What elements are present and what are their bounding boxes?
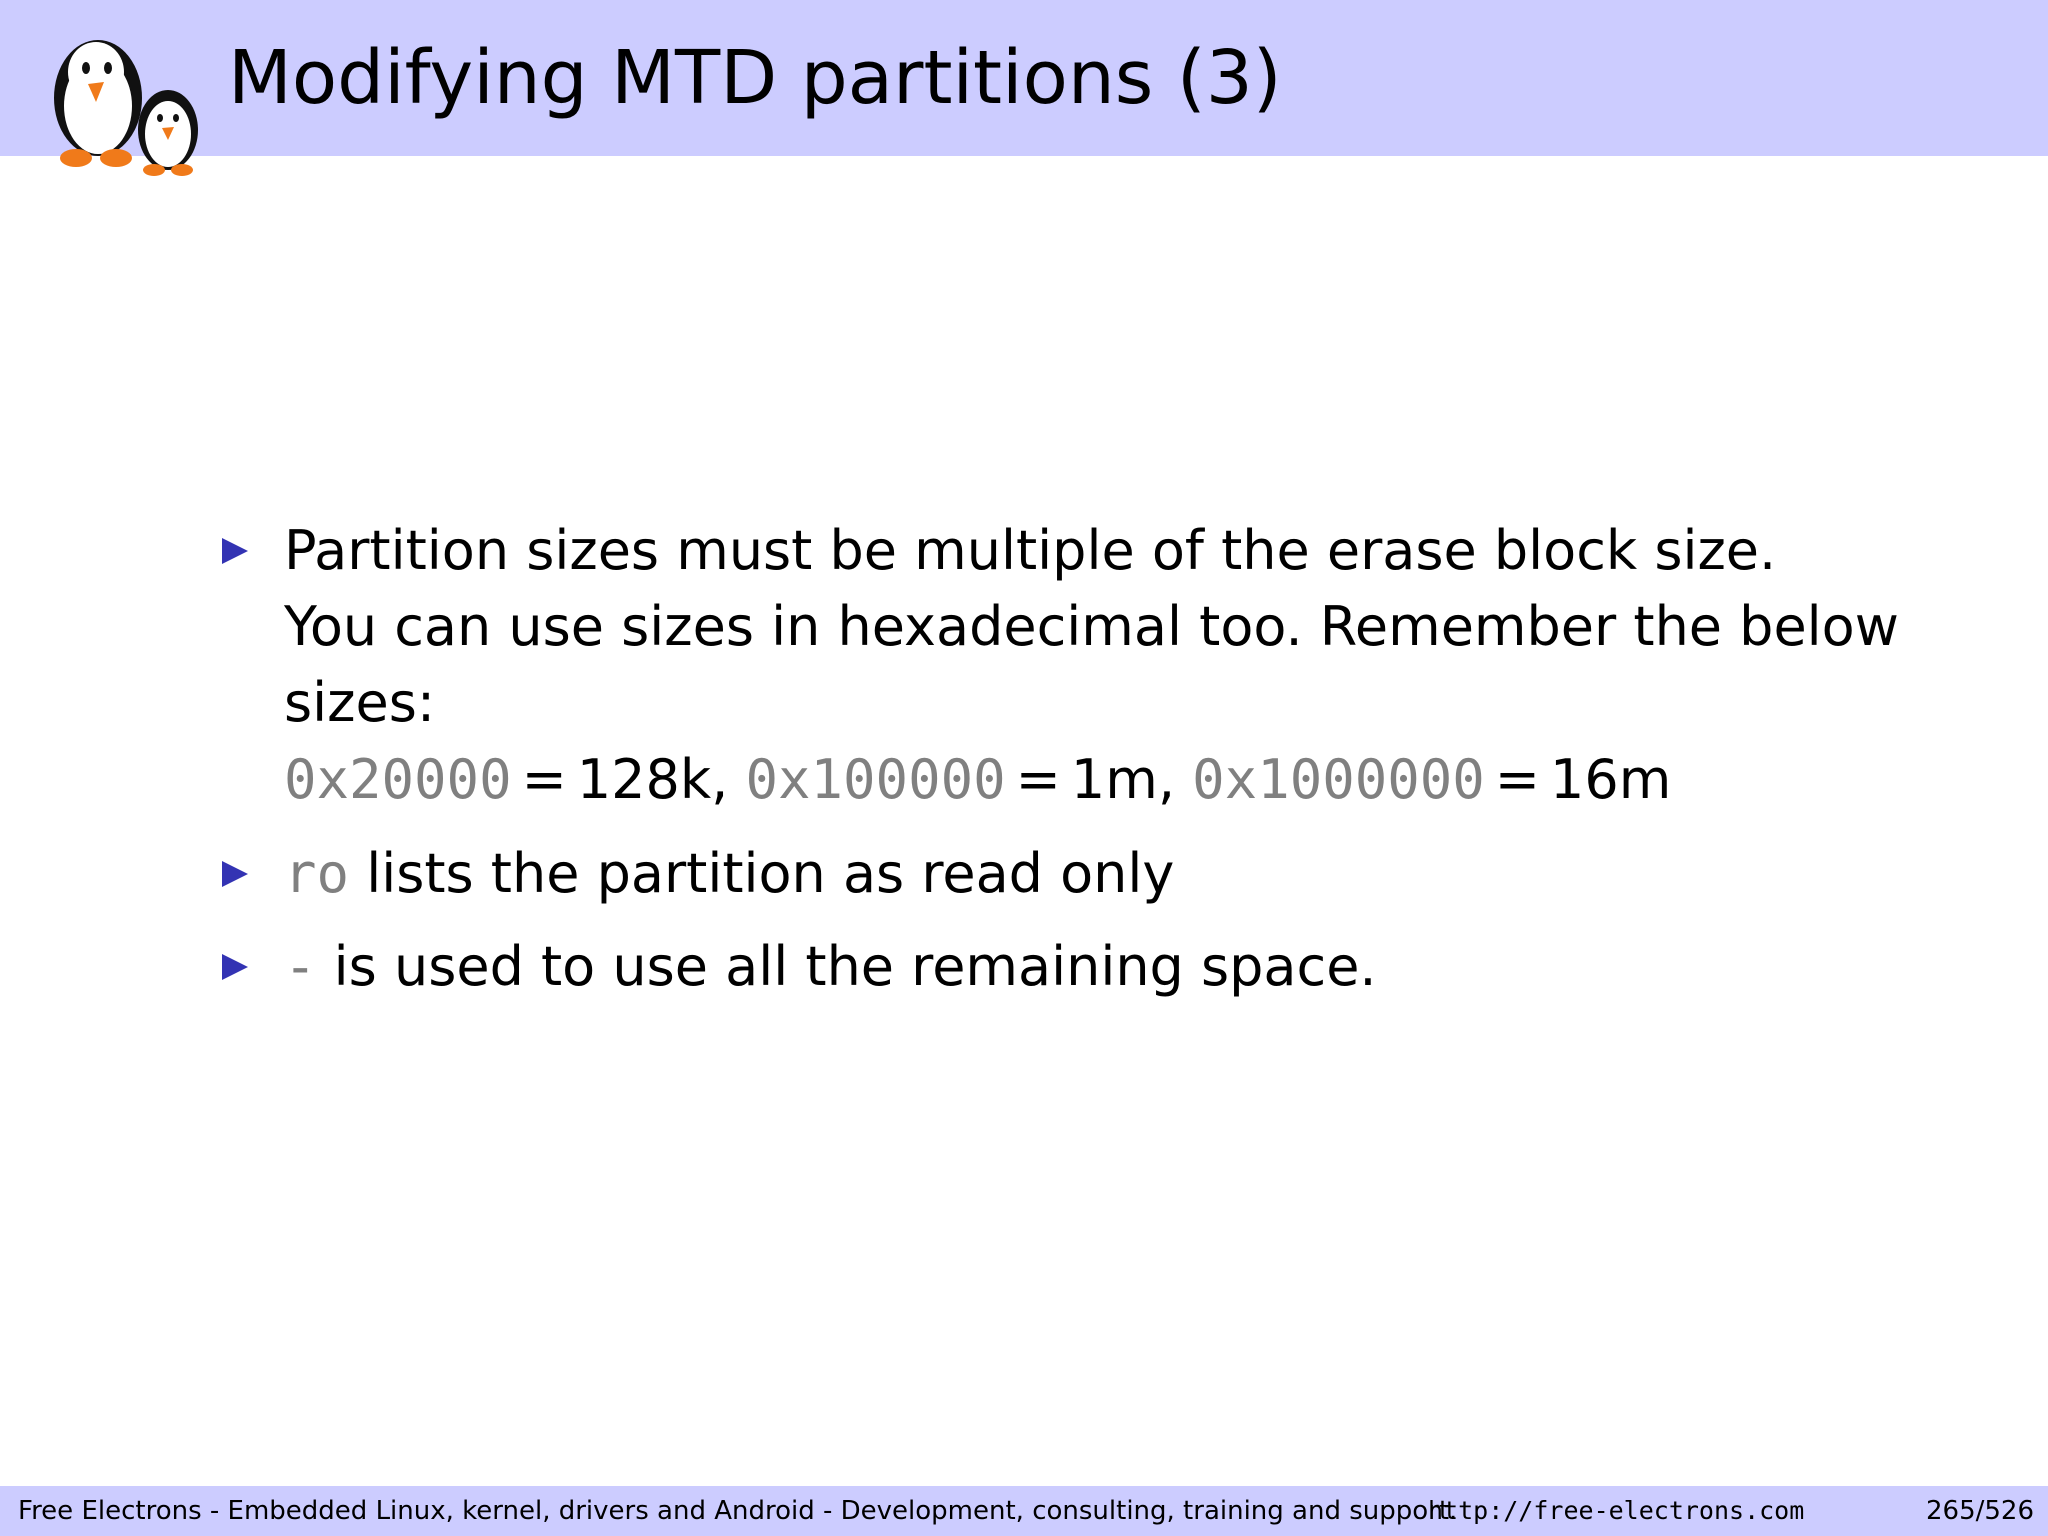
bullet-1-line-1: Partition sizes must be multiple of the erase block size. [284,519,1777,582]
bullet-1-line-3: sizes: [284,671,436,734]
separator: , [711,748,729,811]
hex-value: 0x1000000 [1192,748,1485,811]
bullet-arrow-icon [222,861,248,887]
page-number: 265/526 [1925,1496,2034,1526]
size-value: 1m [1070,748,1158,811]
bullet-2-text: lists the partition as read only [349,842,1175,905]
hex-size-examples [284,742,1671,818]
bullet-1-line-2: You can use sizes in hexadecimal too. Remember the below [284,595,1899,658]
bullet-arrow-icon [222,538,248,564]
code-ro: ro [284,842,350,905]
hex-value: 0x100000 [745,748,1006,811]
hex-value: 0x20000 [284,748,512,811]
bullet-2 [284,836,1174,912]
size-value: 128k [576,748,712,811]
code-dash: - [284,935,317,998]
equals-sign: = [521,748,567,811]
footer-text: Free Electrons - Embedded Linux, kernel, drivers and Android - Development, consulting, training and support. [18,1496,1458,1526]
equals-sign: = [1015,748,1061,811]
slide-title: Modifying MTD partitions (3) [228,35,1282,121]
separator: , [1157,748,1175,811]
bullet-3-text: is used to use all the remaining space. [316,935,1377,998]
footer-url[interactable]: http://free-electrons.com [1428,1496,1805,1525]
bullet-arrow-icon [222,954,248,980]
bullet-3 [284,929,1377,1005]
slide-footer [0,1486,2048,1536]
equals-sign: = [1494,748,1541,811]
size-value: 16m [1550,748,1672,811]
